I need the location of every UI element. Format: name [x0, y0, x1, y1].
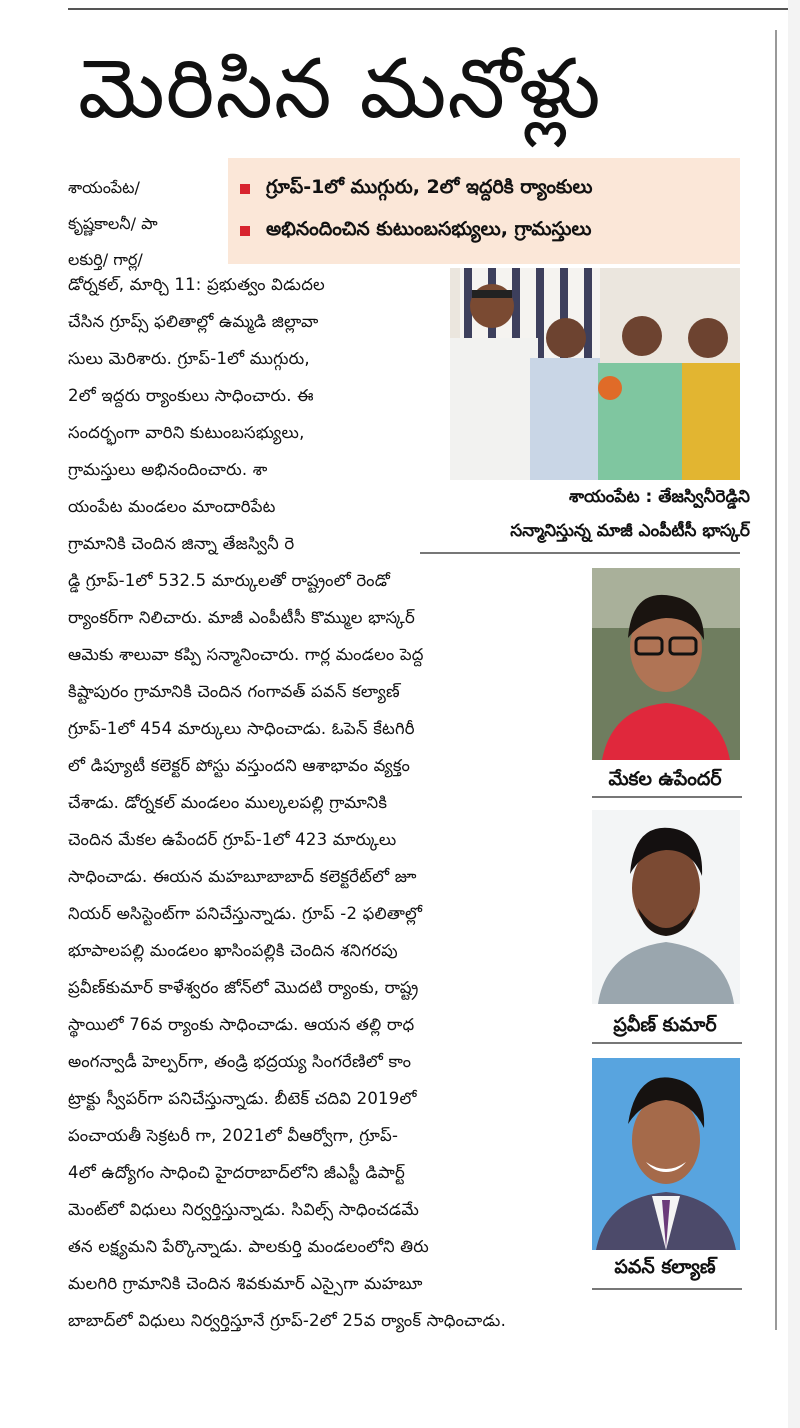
square-bullet-icon	[240, 226, 250, 236]
portrait-caption: ప్రవీణ్‌ కుమార్‌	[613, 1014, 717, 1036]
top-rule	[68, 8, 798, 10]
article-body: డోర్నకల్‌, మార్చి 11: ప్రభుత్వం విడుదల చేసిన గ్రూప్స్‌ ఫలితాల్లో ఉమ్మడి జిల్లావా సులు మెరిశారు. గ్రూప్‌-1లో ముగ్గురు, 2లో ఇద్దరు ర్యాంకులు సాధించారు. ఈ సందర్భంగా వారిని కుటుంబసభ్యులు, గ్రామస్తులు అభినందించారు. శా యంపేట మండలం మాందారిపేట గ్రామానికి చెందిన జిన్నా తేజస్వినీ రె డ్డి గ్రూప్‌-1లో 532.5 మార్కులతో రాష్ట్రంలో రెండో ర్యాంకర్‌గా నిలిచారు. మాజీ ఎంపీటీసీ కొమ్ముల భాస్కర్‌ ఆమెకు శాలువా కప్పి సన్మానించారు. గార్ల మండలం పెద్ద కిష్టాపురం గ్రామానికి చెందిన గంగావత్‌ పవన్‌ కల్యాణ్‌ గ్రూప్‌-1లో 454 మార్కులు సాధించాడు. ఓపెన్‌ కేటగిరీ లో డిప్యూటీ కలెక్టర్‌ పోస్టు వస్తుందని ఆశాభావం వ్యక్తం చేశాడు. డోర్నకల్‌ మండలం ముల్కలపల్లి గ్రామానికి చెందిన మేకల ఉపేందర్‌ గ్రూప్‌-1లో 423 మార్కులు సాధించాడు. ఈయన మహబూబాబాద్‌ కలెక్టరేట్‌లో జూ నియర్‌ అసిస్టెంట్‌గా పనిచేస్తున్నాడు. గ్రూప్‌ -2 ఫలితాల్లో భూపాలపల్లి మండలం ఖాసింపల్లికి చెందిన శనిగరపు ప్రవీణ్‌కుమార్‌ కాళేశ్వరం జోన్‌లో మొదటి ర్యాంకు, రాష్ట్ర స్థాయిలో 76వ ర్యాంకు సాధించాడు. ఆయన తల్లి రాధ అంగన్వాడీ హెల్పర్‌గా, తండ్రి భద్రయ్య సింగరేణిలో కాం ట్రాక్టు స్వీపర్‌గా పనిచేస్తున్నాడు. బీటెక్‌ చదివి 2019లో పంచాయతీ సెక్రటరీ గా, 2021లో వీఆర్వోగా, గ్రూప్‌- 4లో ఉద్యోగం సాధించి హైదరాబాద్‌లోని జీఎస్టీ డిపార్ట్‌ మెంట్‌లో విధులు నిర్వర్తిస్తున్నాడు. సివిల్స్‌ సాధించడమే తన లక్ష్యమని పేర్కొన్నాడు. పాలకుర్తి మండలంలోని తిరు మలగిరి గ్రామానికి చెందిన శివకుమార్‌ ఎస్సైగా మహబూ బాబాద్‌లో విధులు నిర్వర్తిస్తూనే గ్రూప్‌-2లో 25వ ర్యాంక్‌ సాధించాడు.	[68, 275, 507, 1330]
highlight-item	[240, 210, 728, 252]
highlights-box	[228, 158, 740, 264]
portrait-caption: మేకల ఉపేందర్‌	[608, 768, 722, 790]
caption-rule	[420, 552, 740, 554]
group-photo-caption: శాయంపేట : తేజస్వినీరెడ్డిని సన్మానిస్తున్న మాజీ ఎంపీటీసీ భాస్కర్‌	[510, 487, 750, 541]
portrait-photo	[592, 568, 740, 760]
dateline: శాయంపేట/ కృష్ణకాలనీ/ పా లకుర్తి/ గార్ల/	[68, 178, 158, 269]
caption-rule	[592, 796, 742, 798]
portrait-photo	[592, 1058, 740, 1250]
caption-rule	[592, 1042, 742, 1044]
portrait-illustration	[592, 568, 740, 760]
highlight-item	[240, 168, 728, 210]
column-rule	[775, 30, 777, 1330]
highlight-text: అభినందించిన కుటుంబసభ్యులు, గ్రామస్తులు	[266, 217, 592, 240]
portrait-illustration	[592, 1058, 740, 1250]
portrait-illustration	[592, 810, 740, 1004]
portrait-photo	[592, 810, 740, 1004]
adjacent-page-edge	[788, 0, 800, 1428]
group-photo-illustration	[450, 268, 740, 480]
portrait-caption: పవన్‌ కల్యాణ్‌	[614, 1256, 716, 1278]
headline: మెరిసిన మనోళ్లు	[78, 42, 602, 137]
highlight-text: గ్రూప్‌-1లో ముగ్గురు, 2లో ఇద్దరికి ర్యాంకులు	[266, 175, 593, 198]
group-photo	[450, 268, 740, 480]
square-bullet-icon	[240, 184, 250, 194]
caption-rule	[592, 1288, 742, 1290]
